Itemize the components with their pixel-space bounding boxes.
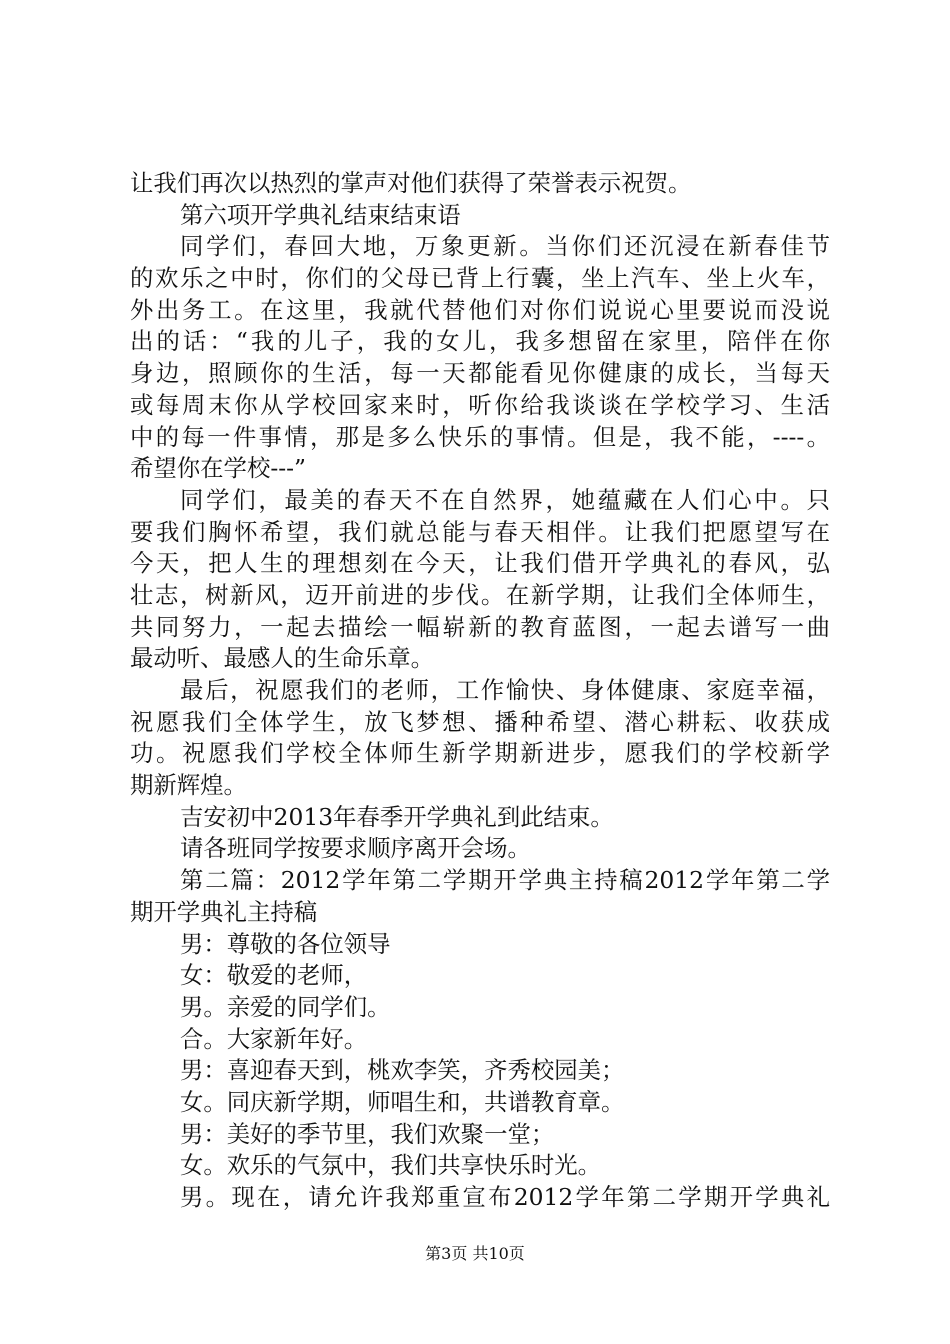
text-line: 壮志，树新风，迈开前进的步伐。在新学期，让我们全体师生，	[130, 580, 830, 609]
text-line: 出的话：“我的儿子，我的女儿，我多想留在家里，陪伴在你	[130, 327, 830, 356]
text-line: 女。欢乐的气氛中，我们共享快乐时光。	[180, 1151, 602, 1180]
text-line: 中的每一件事情，那是多么快乐的事情。但是，我不能，----。	[130, 422, 830, 451]
text-line: 男。亲爱的同学们。	[180, 992, 391, 1021]
text-line: 的欢乐之中时，你们的父母已背上行囊，坐上汽车、坐上火车，	[130, 264, 830, 293]
text-line: 请各班同学按要求顺序离开会场。	[180, 834, 531, 863]
text-line: 期开学典礼主持稿	[130, 897, 318, 926]
page-footer: 第3页 共10页	[425, 1244, 525, 1263]
text-line: 或每周末你从学校回家来时，听你给我谈谈在学校学习、生活	[130, 390, 830, 419]
text-line: 女：敬爱的老师，	[180, 961, 368, 990]
text-line: 身边，照顾你的生活，每一天都能看见你健康的成长，当每天	[130, 359, 830, 388]
text-line: 共同努力，一起去描绘一幅崭新的教育蓝图，一起去谱写一曲	[130, 612, 830, 641]
text-line: 外出务工。在这里，我就代替他们对你们说说心里要说而没说	[130, 295, 830, 324]
text-line: 男：美好的季节里，我们欢聚一堂；	[180, 1119, 555, 1148]
text-line: 最后，祝愿我们的老师，工作愉快、身体健康、家庭幸福，	[180, 676, 830, 704]
text-line: 男：尊敬的各位领导	[180, 929, 391, 958]
text-line: 让我们再次以热烈的掌声对他们获得了荣誉表示祝贺。	[130, 169, 692, 197]
text-line: 希望你在学校---”	[130, 454, 307, 483]
text-line: 祝愿我们全体学生，放飞梦想、播种希望、潜心耕耘、收获成	[130, 707, 830, 736]
text-line: 功。祝愿我们学校全体师生新学期新进步，愿我们的学校新学	[130, 739, 830, 768]
text-line: 期新辉煌。	[130, 771, 247, 800]
text-line: 要我们胸怀希望，我们就总能与春天相伴。让我们把愿望写在	[130, 517, 830, 546]
text-line: 同学们，最美的春天不在自然界，她蕴藏在人们心中。只	[180, 485, 830, 514]
text-line: 第六项开学典礼结束结束语	[180, 200, 461, 229]
text-line: 合。大家新年好。	[180, 1024, 368, 1053]
text-line: 今天，把人生的理想刻在今天，让我们借开学典礼的春风，弘	[130, 549, 830, 578]
document-body	[130, 168, 830, 1214]
text-line: 女。同庆新学期，师唱生和，共谱教育章。	[180, 1087, 625, 1116]
text-line: 同学们，春回大地，万象更新。当你们还沉浸在新春佳节	[180, 232, 830, 261]
text-line: 男：喜迎春天到，桃欢李笑，齐秀校园美；	[180, 1056, 625, 1085]
text-line: 第二篇：2012学年第二学期开学典主持稿2012学年第二学	[180, 866, 830, 895]
text-line: 吉安初中2013年春季开学典礼到此结束。	[180, 802, 614, 831]
text-line: 男。现在，请允许我郑重宣布2012学年第二学期开学典礼	[180, 1183, 830, 1211]
text-line: 最动听、最感人的生命乐章。	[130, 644, 435, 673]
